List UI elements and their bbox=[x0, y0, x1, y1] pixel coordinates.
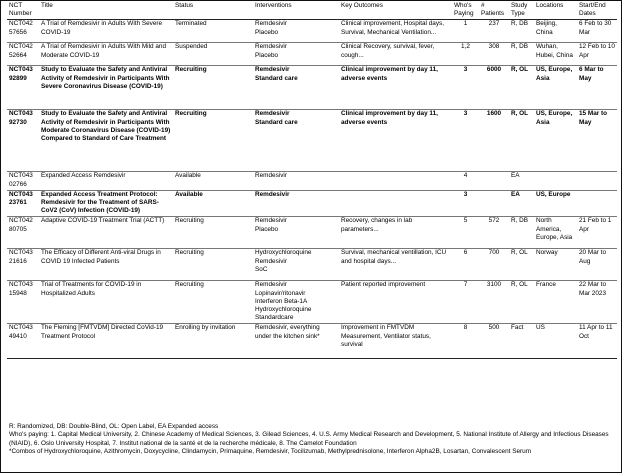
intervention-line: Interferon Beta-1A bbox=[255, 297, 308, 305]
cell-title: Trial of Treatments for COVID-19 in Hospitalized Adults bbox=[39, 281, 173, 324]
nct-prefix: NCT042 bbox=[9, 20, 33, 28]
cell-outcomes: Survival, mechanical ventillation, ICU and hospital days... bbox=[339, 249, 452, 281]
nct-prefix: NCT043 bbox=[9, 249, 33, 257]
cell-dates: 20 Mar to Aug bbox=[577, 249, 617, 281]
cell-locations: US, Europe, Asia bbox=[534, 110, 577, 172]
table-row bbox=[7, 217, 617, 249]
cell-title: Study to Evaluate the Safety and Antiviral Activity of Remdesivir in Participants With Severe Coronavirus Disease (COVID-19) bbox=[39, 66, 173, 110]
cell-nct bbox=[7, 217, 39, 249]
intervention-line: Standard care bbox=[255, 74, 298, 82]
cell-status: Available bbox=[173, 172, 253, 190]
cell-status: Recruiting bbox=[173, 217, 253, 249]
cell-locations: US, Europe, Asia bbox=[534, 66, 577, 110]
cell-locations: Beijing, China bbox=[534, 20, 577, 43]
cell-type: Fact bbox=[509, 324, 534, 359]
cell-patients: 6000 bbox=[479, 66, 509, 110]
cell-paying: 3 bbox=[452, 190, 479, 217]
cell-title: The Efficacy of Different Anti-viral Drugs in COVID 19 Infected Patients bbox=[39, 249, 173, 281]
cell-paying: 3 bbox=[452, 110, 479, 172]
intervention-line: SoC bbox=[255, 265, 268, 273]
intervention-line: Remdesivir bbox=[255, 20, 287, 28]
cell-status: Suspended bbox=[173, 43, 253, 66]
nct-suffix: 92730 bbox=[9, 118, 27, 126]
cell-patients: 1600 bbox=[479, 110, 509, 172]
cell-status: Recruiting bbox=[173, 249, 253, 281]
cell-type: EA bbox=[509, 190, 534, 217]
intervention-line: Remdesivir bbox=[255, 172, 287, 180]
cell-locations bbox=[534, 172, 577, 190]
intervention-line: Remdesivir bbox=[255, 66, 290, 74]
nct-prefix: NCT043 bbox=[9, 66, 33, 74]
intervention-line: Remdesivir bbox=[255, 43, 287, 51]
header-nct: NCT Number bbox=[7, 2, 39, 20]
cell-dates: 12 Feb to 10 Apr bbox=[577, 43, 617, 66]
intervention-line: Placebo bbox=[255, 225, 279, 233]
cell-locations: US bbox=[534, 324, 577, 359]
cell-interventions bbox=[253, 324, 339, 359]
nct-suffix: 49410 bbox=[9, 332, 27, 340]
cell-nct bbox=[7, 324, 39, 359]
cell-outcomes: Clinical Recovery, survival, fever, cough... bbox=[339, 43, 452, 66]
header-outcomes: Key Outcomes bbox=[339, 2, 452, 20]
cell-title: The Fleming [FMTVDM] Directed CoVid-19 Treatment Protocol bbox=[39, 324, 173, 359]
intervention-line: Remdesivir bbox=[255, 217, 287, 225]
cell-nct bbox=[7, 110, 39, 172]
intervention-line: Remdesivir bbox=[255, 110, 290, 118]
cell-dates: 15 Mar to May bbox=[577, 110, 617, 172]
nct-prefix: NCT043 bbox=[9, 110, 33, 118]
cell-interventions bbox=[253, 20, 339, 43]
nct-prefix: NCT043 bbox=[9, 190, 33, 198]
table-row bbox=[7, 281, 617, 324]
cell-status: Terminated bbox=[173, 20, 253, 43]
cell-outcomes: Patient reported improvement bbox=[339, 281, 452, 324]
cell-outcomes bbox=[339, 190, 452, 217]
header-locations: Locations bbox=[534, 2, 577, 20]
cell-outcomes: Clinical improvement by day 11, adverse events bbox=[339, 110, 452, 172]
cell-type: R, DB bbox=[509, 217, 534, 249]
cell-nct bbox=[7, 281, 39, 324]
cell-outcomes: Clinical improvement, Hospital days, Survival, Mechanical Ventilation... bbox=[339, 20, 452, 43]
nct-suffix: 52664 bbox=[9, 51, 27, 59]
cell-paying: 1,2 bbox=[452, 43, 479, 66]
table-row bbox=[7, 190, 617, 217]
nct-suffix: 92899 bbox=[9, 74, 27, 82]
cell-paying: 8 bbox=[452, 324, 479, 359]
cell-locations: North America, Europe, Asia bbox=[534, 217, 577, 249]
trials-table bbox=[7, 2, 617, 359]
cell-title: Expanded Access Treatment Protocol: Remdesivir for the Treatment of SARS-CoV2 (CoV) Infection (COVID-19) bbox=[39, 190, 173, 217]
cell-nct bbox=[7, 20, 39, 43]
footnotes bbox=[9, 423, 615, 457]
table-row bbox=[7, 172, 617, 190]
cell-status: Recruiting bbox=[173, 66, 253, 110]
cell-paying: 7 bbox=[452, 281, 479, 324]
cell-type: R, OL bbox=[509, 66, 534, 110]
cell-type: R, DB bbox=[509, 43, 534, 66]
cell-patients: 237 bbox=[479, 20, 509, 43]
table-row bbox=[7, 324, 617, 359]
header-status: Status bbox=[173, 2, 253, 20]
intervention-line: Placebo bbox=[255, 51, 279, 59]
nct-prefix: NCT042 bbox=[9, 43, 33, 51]
cell-interventions bbox=[253, 66, 339, 110]
cell-status: Enrolling by invitation bbox=[173, 324, 253, 359]
intervention-line: Standard care bbox=[255, 118, 298, 126]
cell-dates: 11 Apr to 11 Oct bbox=[577, 324, 617, 359]
table-row bbox=[7, 66, 617, 110]
cell-patients bbox=[479, 172, 509, 190]
cell-interventions bbox=[253, 217, 339, 249]
cell-status: Recruiting bbox=[173, 110, 253, 172]
intervention-line: Hydroxychloroquine bbox=[255, 249, 312, 257]
cell-patients: 572 bbox=[479, 217, 509, 249]
cell-nct bbox=[7, 43, 39, 66]
cell-nct bbox=[7, 249, 39, 281]
cell-locations: France bbox=[534, 281, 577, 324]
cell-nct bbox=[7, 66, 39, 110]
cell-patients: 500 bbox=[479, 324, 509, 359]
cell-interventions bbox=[253, 43, 339, 66]
cell-title: Expanded Access Remdesivir bbox=[39, 172, 173, 190]
cell-outcomes: Improvement in FMTVDM Measurement, Ventilator status, survival bbox=[339, 324, 452, 359]
header-dates: Start/End Dates bbox=[577, 2, 617, 20]
cell-nct bbox=[7, 190, 39, 217]
nct-suffix: 15948 bbox=[9, 289, 27, 297]
header-paying: Who's Paying bbox=[452, 2, 479, 20]
cell-outcomes bbox=[339, 172, 452, 190]
cell-dates: 22 Mar to Mar 2023 bbox=[577, 281, 617, 324]
cell-interventions bbox=[253, 281, 339, 324]
table-row bbox=[7, 20, 617, 43]
cell-dates: 6 Mar to May bbox=[577, 66, 617, 110]
cell-patients: 3100 bbox=[479, 281, 509, 324]
intervention-line: Remdesivir bbox=[255, 190, 290, 198]
cell-title: Study to Evaluate the Safety and Antiviral Activity of Remdesivir in Participants With Moderate Coronavirus Disease (COVID-19) Compared to Standard of Care Treatment bbox=[39, 110, 173, 172]
cell-locations: Norway bbox=[534, 249, 577, 281]
cell-outcomes: Recovery, changes in lab parameters... bbox=[339, 217, 452, 249]
cell-status: Available bbox=[173, 190, 253, 217]
cell-patients: 700 bbox=[479, 249, 509, 281]
nct-suffix: 02766 bbox=[9, 180, 27, 188]
cell-paying: 3 bbox=[452, 66, 479, 110]
nct-suffix: 21616 bbox=[9, 257, 27, 265]
cell-title: A Trial of Remdesivir in Adults With Mild and Moderate COVID-19 bbox=[39, 43, 173, 66]
cell-status: Recruiting bbox=[173, 281, 253, 324]
cell-locations: US, Europe bbox=[534, 190, 577, 217]
table-row bbox=[7, 43, 617, 66]
intervention-line: Remdesivir, everything under the kitchen sink* bbox=[255, 324, 320, 340]
cell-title: Adaptive COVID-19 Treatment Trial (ACTT) bbox=[39, 217, 173, 249]
combos-note: *Combos of Hydroxychloroquine, Azithromycin, Doxycycline, Clindamycin, Primaquine, Remdesivir, Tocilizumab, Methylprednisolone, Interferon Alpha2B, Losartan, Convalescent Serum bbox=[9, 448, 532, 456]
cell-type: R, OL bbox=[509, 249, 534, 281]
header-study-type: Study Type bbox=[509, 2, 534, 20]
table-row bbox=[7, 110, 617, 172]
cell-outcomes: Clinical improvement by day 11, adverse events bbox=[339, 66, 452, 110]
cell-type: EA bbox=[509, 172, 534, 190]
paying-note: Who's paying: 1. Capital Medical University, 2. Chinese Academy of Medical Sciences, 3. Gilead Sciences, 4. U.S. Army Medical Research and Development, 5. National Institute of Allergy and Infectious Diseases (NIAID), 6. Oslo University Hospital, 7. Institut national de la santé et de la recherche médicale, 8. The Camelot Foundation bbox=[9, 431, 609, 447]
cell-dates bbox=[577, 172, 617, 190]
cell-paying: 6 bbox=[452, 249, 479, 281]
cell-dates: 6 Feb to 30 Mar bbox=[577, 20, 617, 43]
intervention-line: Hydroxychloroquine bbox=[255, 306, 312, 314]
header-interventions: Interventions bbox=[253, 2, 339, 20]
nct-suffix: 80705 bbox=[9, 225, 27, 233]
cell-locations: Wuhan, Hubei, China bbox=[534, 43, 577, 66]
nct-prefix: NCT042 bbox=[9, 217, 33, 225]
cell-dates: 21 Feb to 1 Apr bbox=[577, 217, 617, 249]
nct-suffix: 57656 bbox=[9, 28, 27, 36]
cell-patients bbox=[479, 190, 509, 217]
cell-paying: 4 bbox=[452, 172, 479, 190]
cell-nct bbox=[7, 172, 39, 190]
cell-paying: 5 bbox=[452, 217, 479, 249]
intervention-line: Standardcare bbox=[255, 314, 294, 322]
nct-prefix: NCT043 bbox=[9, 324, 33, 332]
cell-interventions bbox=[253, 110, 339, 172]
cell-interventions bbox=[253, 249, 339, 281]
intervention-line: Remdesivir bbox=[255, 281, 287, 289]
header-title: Title bbox=[39, 2, 173, 20]
cell-type: R, OL bbox=[509, 281, 534, 324]
cell-title: A Trial of Remdesivir in Adults With Severe COVID-19 bbox=[39, 20, 173, 43]
cell-patients: 308 bbox=[479, 43, 509, 66]
nct-suffix: 23761 bbox=[9, 199, 27, 207]
table-row bbox=[7, 249, 617, 281]
cell-interventions bbox=[253, 172, 339, 190]
header-patients: # Patients bbox=[479, 2, 509, 20]
intervention-line: Lopinavir/ritonavir bbox=[255, 289, 306, 297]
intervention-line: Placebo bbox=[255, 28, 279, 36]
intervention-line: Remdesivir bbox=[255, 257, 287, 265]
nct-prefix: NCT043 bbox=[9, 172, 33, 180]
cell-interventions bbox=[253, 190, 339, 217]
legend-note: R: Randomized, DB: Double-Blind, OL: Open Label, EA Expanded access bbox=[9, 423, 219, 430]
nct-prefix: NCT043 bbox=[9, 281, 33, 289]
cell-dates bbox=[577, 190, 617, 217]
cell-type: R, DB bbox=[509, 20, 534, 43]
table-header-row bbox=[7, 2, 617, 20]
cell-type: R, OL bbox=[509, 110, 534, 172]
cell-paying: 1 bbox=[452, 20, 479, 43]
